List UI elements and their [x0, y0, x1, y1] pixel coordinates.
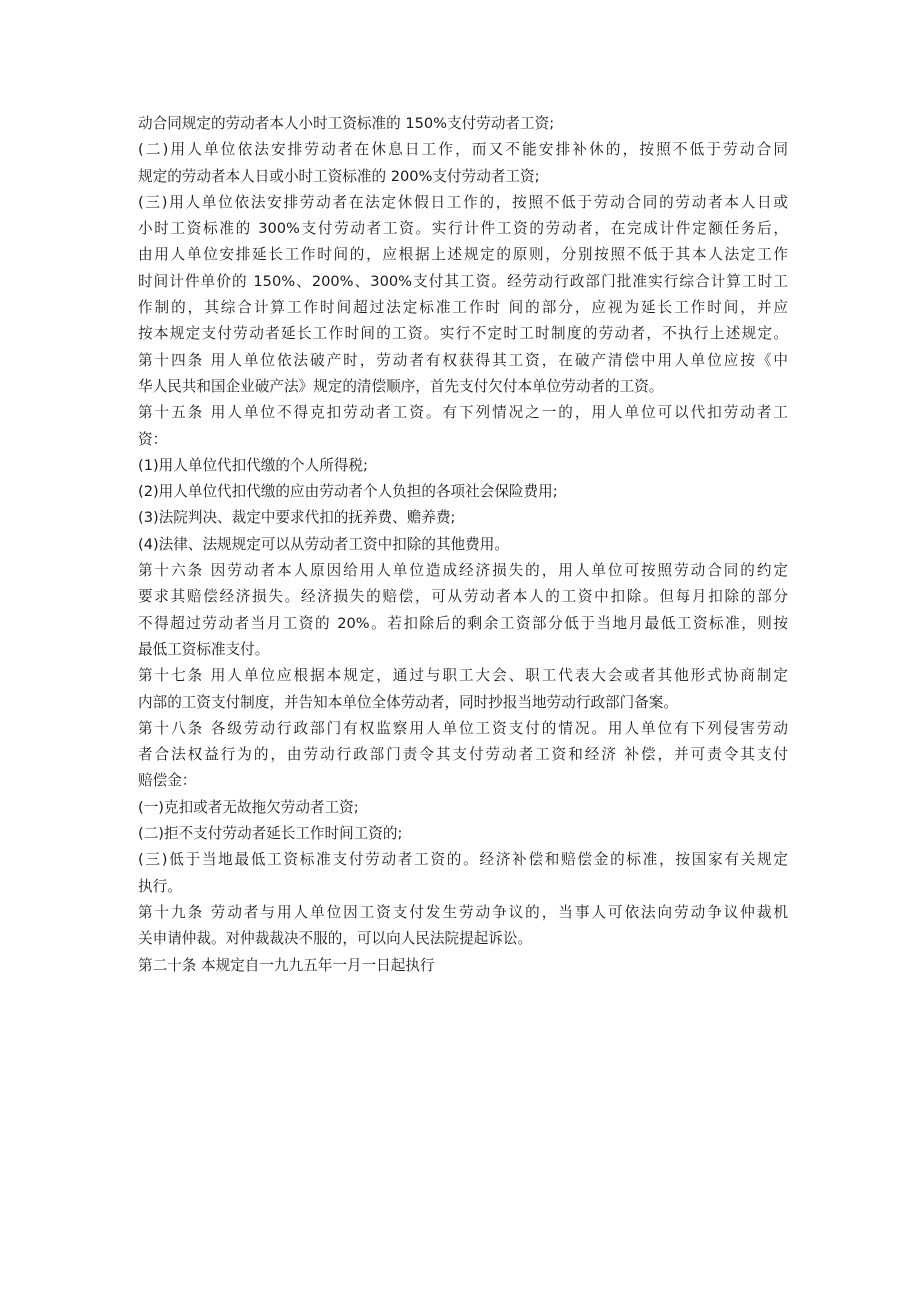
text-line: 第二十条 本规定自一九九五年一月一日起执行 — [138, 956, 435, 974]
text-line: 第十四条 用人单位依法破产时，劳动者有权获得其工资，在破产清偿中用人单位应按《中 — [138, 351, 788, 369]
text-line: (二)用人单位依法安排劳动者在休息日工作，而又不能安排补休的，按照不低于劳动合同 — [138, 141, 788, 159]
text-line: 执行。 — [138, 877, 182, 895]
text-line: (二)拒不支付劳动者延长工作时间工资的; — [138, 825, 403, 843]
text-line: 内部的工资支付制度，并告知本单位全体劳动者，同时抄报当地劳动行政部门备案。 — [138, 693, 678, 711]
text-line: 华人民共和国企业破产法》规定的清偿顺序，首先支付欠付本单位劳动者的工资。 — [138, 377, 664, 395]
text-line: 赔偿金： — [138, 772, 197, 790]
text-line: (三)用人单位依法安排劳动者在法定休假日工作的，按照不低于劳动合同的劳动者本人日或 — [138, 193, 788, 211]
text-line: (3)法院判决、裁定中要求代扣的抚养费、赡养费; — [138, 509, 456, 527]
text-line: 第十九条 劳动者与用人单位因工资支付发生劳动争议的，当事人可依法向劳动争议仲裁机 — [138, 903, 788, 921]
text-line: 最低工资标准支付。 — [138, 640, 270, 658]
text-line: (4)法律、法规规定可以从劳动者工资中扣除的其他费用。 — [138, 535, 509, 553]
text-line: (1)用人单位代扣代缴的个人所得税; — [138, 456, 368, 474]
text-line: 不得超过劳动者当月工资的 20%。若扣除后的剩余工资部分低于当地月最低工资标准，则按 — [138, 614, 788, 632]
text-line: 时间计件单价的 150%、200%、300%支付其工资。经劳动行政部门批准实行综合计算工时工 — [138, 272, 788, 290]
text-line: 第十七条 用人单位应根据本规定，通过与职工大会、职工代表大会或者其他形式协商制定 — [138, 667, 788, 685]
text-line: 资： — [138, 430, 168, 448]
text-line: 要求其赔偿经济损失。经济损失的赔偿，可从劳动者本人的工资中扣除。但每月扣除的部分 — [138, 588, 788, 606]
document-body — [138, 111, 788, 979]
text-line: (2)用人单位代扣代缴的应由劳动者个人负担的各项社会保险费用; — [138, 483, 558, 501]
text-line: (一)克扣或者无故拖欠劳动者工资; — [138, 798, 359, 816]
text-line: (三)低于当地最低工资标准支付劳动者工资的。经济补偿和赔偿金的标准，按国家有关规定 — [138, 851, 788, 869]
text-line: 由用人单位安排延长工作时间的，应根据上述规定的原则，分别按照不低于其本人法定工作 — [138, 246, 788, 264]
text-line: 小时工资标准的 300%支付劳动者工资。实行计件工资的劳动者，在完成计件定额任务后， — [138, 220, 788, 238]
text-line: 关申请仲裁。对仲裁裁决不服的，可以向人民法院提起诉讼。 — [138, 930, 533, 948]
text-line: 作制的，其综合计算工作时间超过法定标准工作时 间的部分，应视为延长工作时间，并应 — [138, 299, 788, 317]
text-line: 动合同规定的劳动者本人小时工资标准的 150%支付劳动者工资; — [138, 115, 555, 132]
text-line: 者合法权益行为的，由劳动行政部门责令其支付劳动者工资和经济 补偿，并可责令其支付 — [138, 746, 788, 764]
text-line: 规定的劳动者本人日或小时工资标准的 200%支付劳动者工资; — [138, 167, 540, 185]
text-line: 第十八条 各级劳动行政部门有权监察用人单位工资支付的情况。用人单位有下列侵害劳动 — [138, 719, 788, 737]
text-line: 按本规定支付劳动者延长工作时间的工资。实行不定时工时制度的劳动者，不执行上述规定。 — [138, 325, 788, 343]
text-line: 第十五条 用人单位不得克扣劳动者工资。有下列情况之一的，用人单位可以代扣劳动者工 — [138, 404, 788, 422]
text-line: 第十六条 因劳动者本人原因给用人单位造成经济损失的，用人单位可按照劳动合同的约定 — [138, 562, 788, 580]
